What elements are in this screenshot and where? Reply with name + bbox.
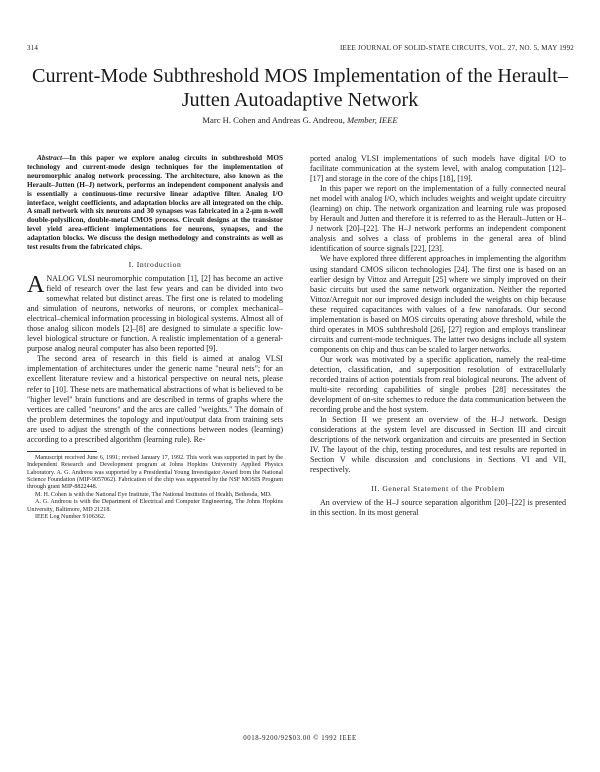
- right-column: [310, 154, 566, 518]
- author-membership: Member, IEEE: [347, 115, 398, 125]
- abstract-lead: Abstract: [37, 154, 62, 162]
- footnote-cohen: M. H. Cohen is with the National Eye Institute, The National Institutes of Health, Bethesda, MD.: [35, 491, 272, 498]
- footnote-andreou: A. G. Andreou is with the Department of Electrical and Computer Engineering, The Johns Hopkins University, Baltimore, MD 21218.: [27, 499, 283, 513]
- intro-paragraph-2: The second area of research in this field is aimed at analog VLSI implementation of architectures under the generic name "neural nets"; for an excellent literature review and a historical perspective on neural nets, please refer to [10]. These nets are mathematical abstractions of what is believed to be "higher level" brain functions and are described in terms of graphs where the vertices are called "neurons" and the arcs are called "weights." The domain of the problem determines the topology and input/output data from training sets are used to adjust the strength of the connections between nodes (learning) according to a prescribed algorithm (learning rule). Re-: [27, 354, 283, 444]
- paragraph-sections: In Section II we present an overview of the H–J network. Design considerations at the system level are discussed in Section III and circuit descriptions of the network organization and circuits are presented in Section IV. The layout of the chip, testing procedures, and test results are reported in Section V while discussion and conclusions in Sections VI and VII, respectively.: [310, 415, 566, 475]
- paragraph-continued: ported analog VLSI implementations of such models have digital I/O to facilitate communication at the system level, with analog computation [12]–[17] and storage in the core of the chips [18], [19].: [310, 154, 566, 184]
- footnotes: [27, 455, 283, 522]
- abstract: [27, 154, 283, 252]
- copyright-line: 0018-9200/92$03.00 © 1992 IEEE: [243, 735, 357, 742]
- author-names: Marc H. Cohen and Andreas G. Andreou,: [202, 115, 345, 125]
- section-heading-introduction: I. Introduction: [128, 259, 182, 269]
- left-column: [27, 154, 283, 521]
- journal-header: IEEE JOURNAL OF SOLID-STATE CIRCUITS, VOL. 27, NO. 5, MAY 1992: [340, 44, 574, 52]
- paragraph-explored: We have explored three different approaches in implementing the algorithm using standard CMOS silicon technologies [24]. The first one is based on an earlier design by Vittoz and Arreguit [25] where we simply improved on their basic circuits but used the same network organization. Neither the reported Vittoz/Arreguit nor our improved design included the weights on chip because these required capacitances with values of a few nanofarads. Our second implementation is based on MOS circuits operating above threshold, while the third operates in MOS subthreshold [26], [27] region and employs translinear circuits and current-mode techniques. The latter two designs include all system components on chip and thus can be scaled to larger networks.: [310, 254, 566, 354]
- page-number: 314: [27, 44, 39, 52]
- running-head: [27, 44, 574, 56]
- footnote-log-number: IEEE Log Number 9106362.: [35, 514, 106, 521]
- author-line: [20, 115, 580, 125]
- paragraph-motivated: Our work was motivated by a specific application, namely the real-time detection, classification, and superposition resolution of extracellularly recorded trains of action potentials from real biological neurons. The advent of multi-site recording capabilities of single probes [28] necessitates the development of on-site schemes to reduce the data communication between the recording probe and the host system.: [310, 354, 566, 415]
- drop-cap: A: [27, 272, 45, 299]
- intro-paragraph-1: [27, 274, 283, 354]
- section-heading-problem: II. General Statement of the Problem: [371, 483, 505, 493]
- footnote-received: Manuscript received June 6, 1991; revised January 17, 1992. This work was supported in part by the Independent Research and Development program at Johns Hopkins University Applied Physics Laboratory. A. G. Andreou was supported by a Presidential Young Investigator Award from the National Science Foundation (MIP-9057062). Fabrication of the chip was supported by the NSF MOSIS Program through grant MIP-8822448.: [27, 454, 283, 491]
- intro-paragraph-1-text: NALOG VLSI neuromorphic computation [1], [2] has become an active field of research over the last few years and can be divided into two somewhat related but distinct areas. The first one is related to modeling and simulation of neurons, networks of neurons, or complex mechanical–electrical–chemical information processing in biological systems. Almost all of those analog silicon models [2]–[8] are designed to simulate a specific low-level biological structure or function. A realistic implementation of a general-purpose analog neural computer has also been reported [9].: [27, 274, 283, 354]
- paragraph-report: In this paper we report on the implementation of a fully connected neural net model with analog I/O, which includes weights and weight update circuitry (learning) on chip. The network organization and learning rule was proposed by Herault and Jutten and therefore it is referred to as the Herault–Jutten or H–J network [20]–[22]. The H–J network performs an independent component analysis and solves a class of problems in the general area of blind identification of source signals [22], [23].: [310, 184, 566, 254]
- abstract-text: —In this paper we explore analog circuits in subthreshold MOS technology and current-mode design techniques for the implementation of neuromorphic analog network processing. The architecture, also known as the Herault–Jutten (H–J) network, performs an independent component analysis and is essentially a continuous-time recursive linear adaptive filter. Analog I/O interface, weight coefficients, and adaptation blocks are all integrated on the chip. A small network with six neurons and 30 synapses was fabricated in a 2-μm n-well double-polysilicon, double-metal CMOS process. Circuit designs at the transistor level yield area-efficient implementations for neurons, synapses, and the adaptation blocks. We discuss the design methodology and constraints as well as test results from the fabricated chips.: [27, 154, 283, 252]
- paragraph-overview: An overview of the H–J source separation algorithm [20]–[22] is presented in this section. In its most general: [310, 497, 566, 517]
- footnote-divider: [27, 451, 97, 452]
- paper-title: Current-Mode Subthreshold MOS Implementation of the Herault–Jutten Autoadaptive Network: [32, 65, 568, 111]
